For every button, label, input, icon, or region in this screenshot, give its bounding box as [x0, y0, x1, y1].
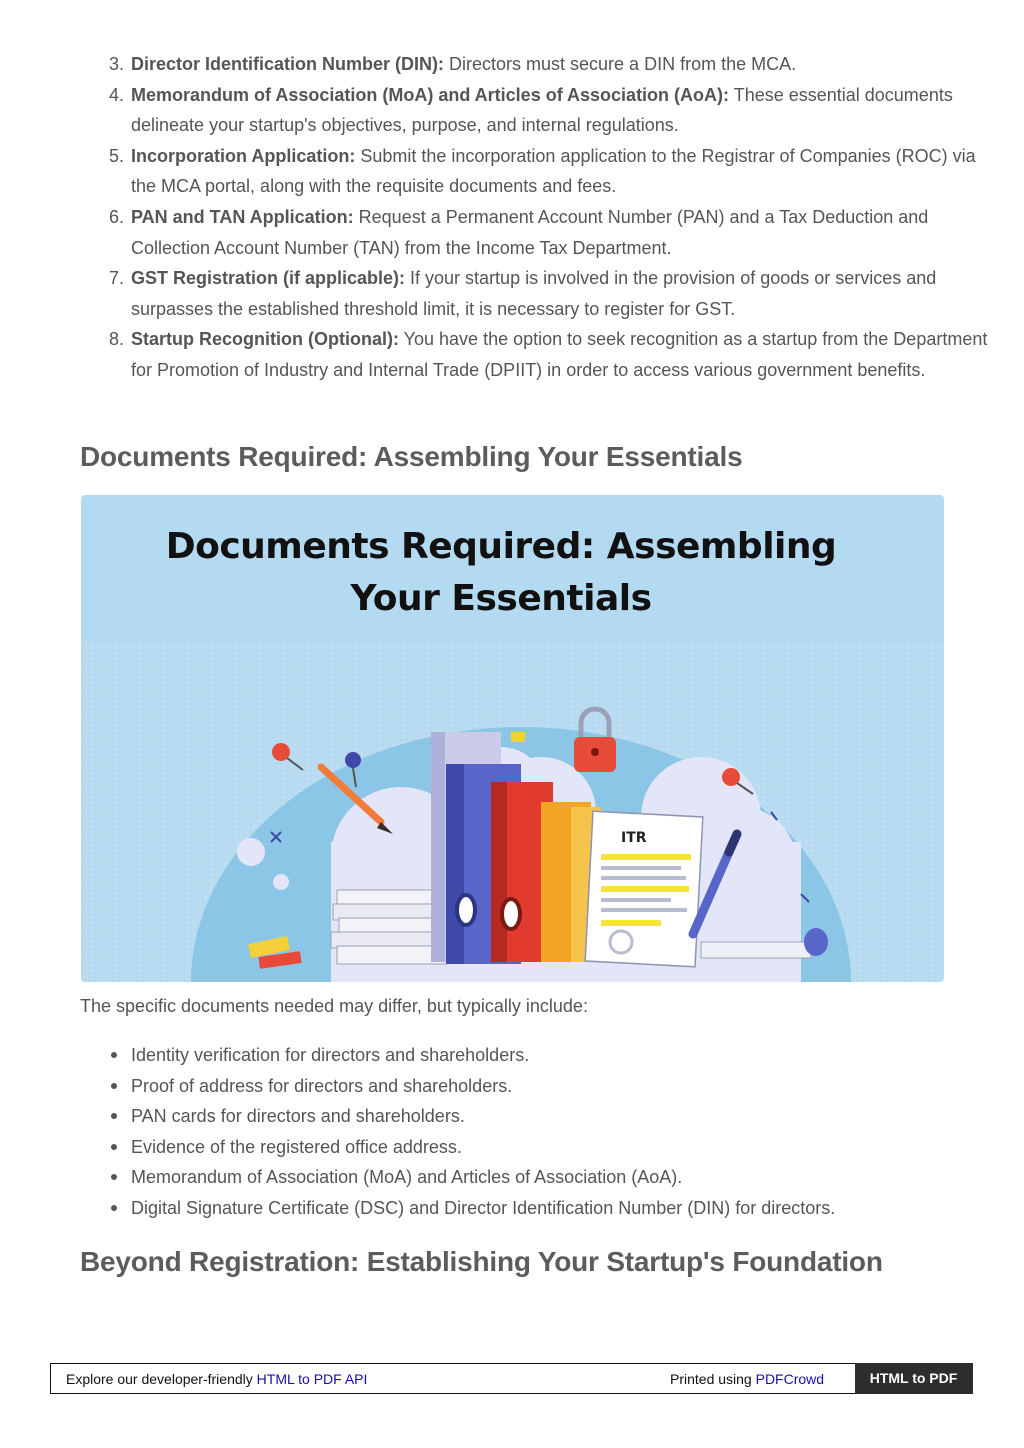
step-title: Startup Recognition (Optional):: [131, 329, 399, 350]
sticky-note-icon: [511, 732, 525, 742]
banner-title-line: Documents Required: Assembling: [165, 526, 837, 567]
section-heading-documents: Documents Required: Assembling Your Essentials: [80, 441, 743, 472]
step-title: Memorandum of Association (MoA) and Articles of Association (AoA):: [131, 84, 730, 105]
bullet-icon: [111, 1144, 117, 1150]
pdfcrowd-footer: [50, 1363, 972, 1394]
list-item-text: PAN cards for directors and shareholders.: [131, 1106, 465, 1127]
documents-banner-image: [81, 495, 944, 982]
step-title: PAN and TAN Application:: [131, 206, 354, 227]
itr-label: ITR: [621, 830, 647, 846]
list-item-text: Proof of address for directors and shareholders.: [131, 1075, 513, 1096]
step-title: Director Identification Number (DIN):: [131, 54, 445, 74]
step-text: Directors must secure a DIN from the MCA.: [444, 54, 797, 74]
footer-printed-text: Printed using: [670, 1371, 756, 1387]
step-number: 6.: [109, 206, 125, 227]
section-heading-beyond-registration: Beyond Registration: Establishing Your Startup's Foundation: [80, 1246, 883, 1277]
list-item-text: Evidence of the registered office address.: [131, 1136, 462, 1157]
step-title: GST Registration (if applicable):: [131, 268, 406, 289]
step-number: 5.: [109, 145, 125, 166]
bullet-icon: [111, 1083, 117, 1089]
list-item: [131, 1101, 835, 1132]
list-item-text: Memorandum of Association (MoA) and Articles of Association (AoA).: [131, 1167, 683, 1188]
bubble-icon: [237, 838, 265, 866]
step-number: 8.: [109, 329, 125, 350]
footer-explore: [66, 1371, 367, 1387]
html-to-pdf-button[interactable]: HTML to PDF: [855, 1363, 973, 1394]
registration-steps-list: [80, 49, 1001, 386]
list-item: [131, 1162, 835, 1193]
required-documents-list: [131, 1040, 835, 1224]
list-item: [109, 202, 1001, 263]
documents-intro: The specific documents needed may differ, but typically include:: [80, 996, 588, 1016]
list-item: [131, 1132, 835, 1163]
step-number: 7.: [109, 268, 125, 289]
list-item: [109, 141, 1001, 202]
banner-title-line: Your Essentials: [350, 578, 652, 619]
banner-title-band: [81, 495, 944, 642]
bubble-icon: [273, 874, 289, 890]
paper-stack-icon: [331, 890, 447, 964]
footer-explore-text: Explore our developer-friendly: [66, 1371, 257, 1387]
bullet-icon: [111, 1174, 117, 1180]
banner-title: [81, 521, 921, 625]
list-item-text: Identity verification for directors and shareholders.: [131, 1045, 530, 1065]
bullet-icon: [111, 1113, 117, 1119]
list-item-text: Digital Signature Certificate (DSC) and Director Identification Number (DIN) for directors.: [131, 1197, 836, 1218]
step-text: Request a Permanent Account Number (PAN) and a Tax Deduction and Collection Account Number (TAN) from the Income Tax Department.: [131, 206, 929, 258]
step-title: Incorporation Application:: [131, 145, 356, 166]
bullet-icon: [111, 1205, 117, 1211]
list-item: [131, 1040, 835, 1071]
list-item: [109, 80, 1001, 141]
step-text: If your startup is involved in the provision of goods or services and surpasses the established threshold limit, it is necessary to register for GST.: [131, 268, 937, 319]
list-item: [109, 49, 1001, 80]
step-text: You have the option to seek recognition as a startup from the Department for Promotion of Industry and Internal Trade (DPIIT) in order to access various government benefits.: [131, 329, 988, 380]
list-item: [131, 1193, 835, 1224]
documents-illustration: [81, 642, 944, 982]
footer-printed: [670, 1371, 824, 1387]
list-item: [109, 324, 1001, 385]
step-text: These essential documents delineate your startup's objectives, purpose, and internal regulations.: [131, 84, 953, 136]
pdfcrowd-link[interactable]: PDFCrowd: [755, 1371, 825, 1387]
step-number: 3.: [109, 54, 125, 74]
list-item: [109, 263, 1001, 324]
itr-document-icon: [585, 811, 703, 967]
step-number: 4.: [109, 84, 125, 105]
list-item: [131, 1071, 835, 1102]
html-to-pdf-api-link[interactable]: HTML to PDF API: [256, 1371, 368, 1387]
bullet-icon: [111, 1052, 117, 1058]
step-text: Submit the incorporation application to the Registrar of Companies (ROC) via the MCA portal, along with the requisite documents and fees.: [131, 145, 976, 197]
